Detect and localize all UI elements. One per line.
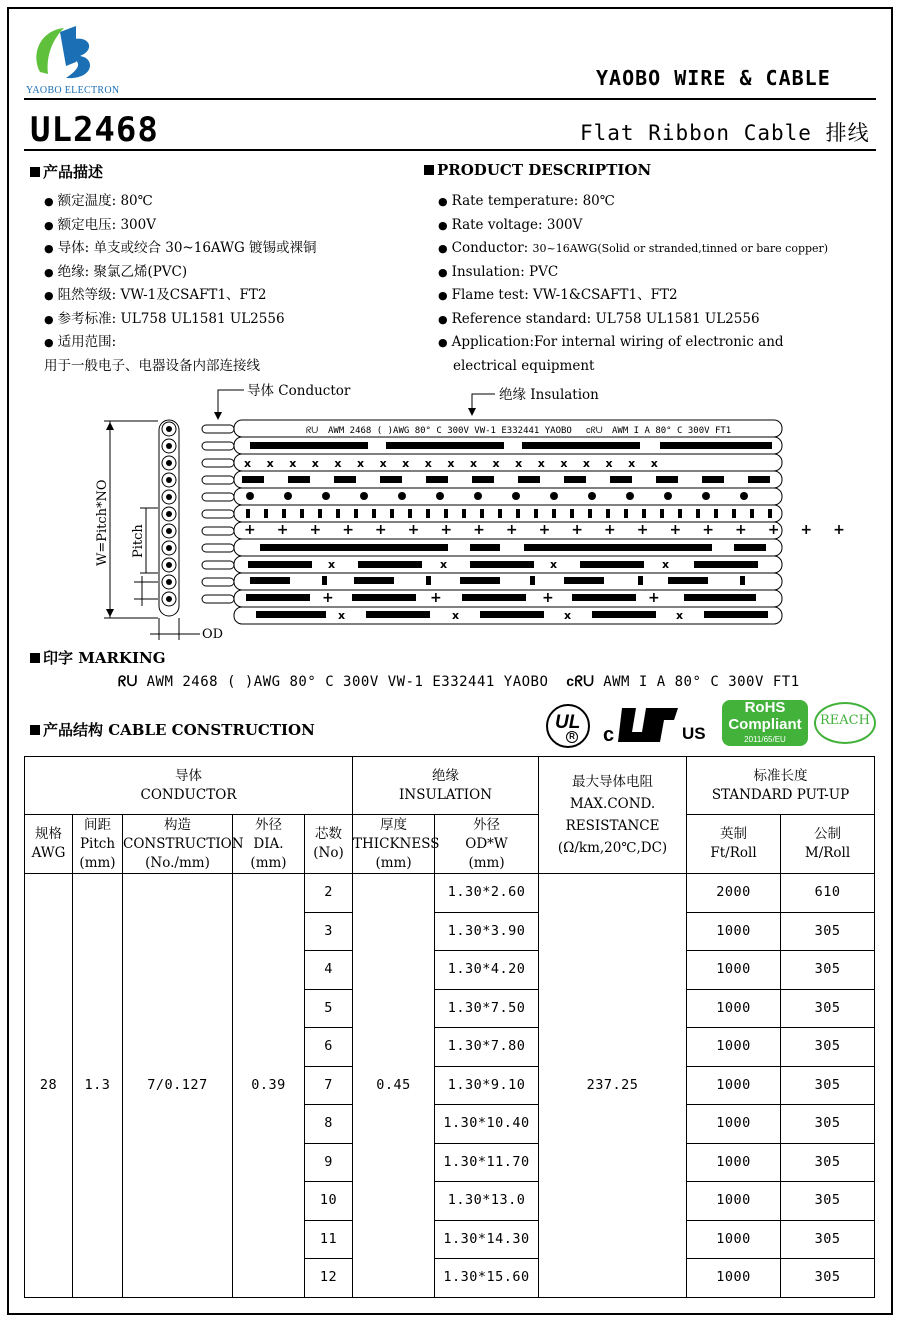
print-line-2: AWM I A 80° C 300V FT1 [612, 426, 732, 436]
insulation-leader [472, 394, 495, 414]
list-item: ● 适用范围: [44, 331, 317, 355]
table-row: 6 1.30*7.80 1000 305 [25, 1028, 875, 1067]
svg-text:+++++++++++++++++++: +++++++++++++++++++ [244, 522, 866, 538]
ul-badge-text: UL [555, 712, 581, 733]
list-item: ● 参考标准: UL758 UL1581 UL2556 [44, 308, 317, 332]
arrow-icon [106, 609, 114, 617]
svg-text:x: x [328, 558, 336, 571]
cul-c-text: c [603, 724, 615, 746]
svg-text:+: + [648, 590, 660, 606]
header-m: 公制 M/Roll [781, 815, 875, 874]
header-resistance: 最大导体电阻 MAX.COND. RESISTANCE (Ω/km,20℃,DC) [539, 757, 687, 874]
bullet-square-icon [30, 653, 40, 663]
list-item: ● 阻然等级: VW-1及CSAFT1、FT2 [44, 284, 317, 308]
svg-text:+: + [430, 590, 442, 606]
list-item: ● Reference standard: UL758 UL1581 UL2556 [438, 308, 828, 332]
list-item: ● Flame test: VW-1&CSAFT1、FT2 [438, 284, 828, 308]
table-row: 11 1.30*14.30 1000 305 [25, 1220, 875, 1259]
list-item: ● 额定温度: 80℃ [44, 190, 317, 214]
table-row: 4 1.30*4.20 1000 305 [25, 951, 875, 990]
svg-text:x: x [564, 609, 572, 622]
construction-heading: 产品结构 CABLE CONSTRUCTION [30, 719, 315, 740]
svg-text:x: x [452, 609, 460, 622]
list-item: ● Conductor: 30~16AWG(Solid or stranded,tinned or bare copper) [438, 237, 828, 261]
insulation-label: 绝缘 Insulation [499, 387, 599, 403]
table-row: 5 1.30*7.50 1000 305 [25, 989, 875, 1028]
registered-mark: R [566, 731, 578, 743]
svg-text:xxxxxxxxxxxxxxxxxxx: xxxxxxxxxxxxxxxxxxx [244, 457, 674, 470]
print-cul-symbol: cᖇᑌ [586, 425, 603, 435]
list-item: ● Insulation: PVC [438, 261, 828, 285]
svg-text:x: x [550, 558, 558, 571]
construction-table [24, 756, 875, 1298]
rohs-compliant: Compliant [728, 716, 802, 733]
header-ft: 英制 Ft/Roll [687, 815, 781, 874]
svg-text:x: x [676, 609, 684, 622]
product-en-heading: PRODUCT DESCRIPTION [424, 161, 651, 179]
header-construction: 构造 CONSTRUCTION (No./mm) [123, 815, 233, 874]
list-item: ● 额定电压: 300V [44, 214, 317, 238]
print-ul-symbol: ᖇᑌ [306, 425, 319, 435]
rohs-directive: 2011/65/EU [744, 735, 786, 744]
header-putup: 标准长度 STANDARD PUT-UP [687, 757, 875, 815]
arrow-icon [468, 408, 476, 416]
print-line: AWM 2468 ( )AWG 80° C 300V VW-1 E332441 YAOBO [328, 426, 572, 436]
svg-text:x: x [440, 558, 448, 571]
header-cores: 芯数 (No) [305, 815, 353, 874]
svg-text:+: + [542, 590, 554, 606]
table-row: 9 1.30*11.70 1000 305 [25, 1143, 875, 1182]
product-cn-list [44, 190, 317, 378]
w-label: W=Pitch*NO [95, 479, 110, 566]
company-name: YAOBO WIRE & CABLE [596, 66, 831, 90]
bullet-square-icon [30, 725, 40, 735]
header-dia: 外径 DIA. (mm) [233, 815, 305, 874]
arrow-icon [106, 422, 114, 430]
conductor-stubs [202, 425, 234, 603]
logo-text: YAOBO ELECTRON [26, 85, 120, 96]
header-thickness: 厚度 THICKNESS (mm) [353, 815, 435, 874]
product-cn-heading: 产品描述 [30, 161, 103, 182]
arrow-icon [214, 412, 222, 420]
product-subtitle: Flat Ribbon Cable 排线 [580, 121, 870, 145]
table-row: 10 1.30*13.0 1000 305 [25, 1182, 875, 1221]
title-divider [24, 149, 876, 151]
bullet-square-icon [30, 167, 40, 177]
bullet-square-icon [424, 165, 434, 175]
table-row: 12 1.30*15.60 1000 305 [25, 1259, 875, 1298]
header-insulation: 绝缘 INSULATION [353, 757, 539, 815]
reach-text: REACH [820, 713, 870, 728]
product-en-list [438, 190, 828, 378]
cable-cross-section [159, 420, 179, 616]
header-od: 外径 OD*W (mm) [435, 815, 539, 874]
conductor-label: 导体 Conductor [247, 383, 351, 399]
model-title: UL2468 [30, 110, 159, 150]
ribbon-cable-diagram [90, 378, 866, 646]
list-item: electrical equipment [453, 357, 595, 374]
cul-logo-icon [618, 704, 680, 744]
od-label: OD [202, 627, 224, 642]
table-row: 7 1.30*9.10 1000 305 [25, 1066, 875, 1105]
table-row: 3 1.30*3.90 1000 305 [25, 912, 875, 951]
list-item: ● Rate temperature: 80℃ [438, 190, 828, 214]
list-item: 用于一般电子、电器设备内部连接线 [44, 357, 260, 374]
header-conductor: 导体 CONDUCTOR [25, 757, 353, 815]
svg-text:x: x [662, 558, 670, 571]
cul-mark-icon: cᖇᑌ [566, 673, 595, 689]
svg-text:x: x [338, 609, 346, 622]
header-pitch: 间距 Pitch (mm) [73, 815, 123, 874]
svg-text:+: + [322, 590, 334, 606]
marking-text: ᖇᑌ AWM 2468 ( )AWG 80° C 300V VW-1 E332441 YAOBO cᖇᑌ AWM I A 80° C 300V FT1 [118, 673, 800, 690]
conductor-leader [218, 390, 244, 418]
header-awg: 规格 AWG [25, 815, 73, 874]
table-row: 28 1.3 7/0.127 0.39 2 0.45 1.30*2.60 237.25 2000 610 [25, 874, 875, 913]
table-row: 8 1.30*10.40 1000 305 [25, 1105, 875, 1144]
list-item: ● 绝缘: 聚氯乙烯(PVC) [44, 261, 317, 285]
list-item: ● Application:For internal wiring of electronic and [438, 331, 828, 355]
rohs-title: RoHS [744, 699, 786, 716]
ul-mark-icon: ᖇᑌ [118, 673, 138, 689]
marking-heading: 印字 MARKING [30, 647, 166, 668]
pitch-label: Pitch [131, 524, 146, 558]
header-divider [24, 98, 876, 100]
list-item: ● 导体: 单支或绞合 30~16AWG 镀锡或裸铜 [44, 237, 317, 261]
cul-us-text: US [682, 724, 706, 743]
yaobo-logo-icon [30, 22, 100, 84]
list-item: ● Rate voltage: 300V [438, 214, 828, 238]
